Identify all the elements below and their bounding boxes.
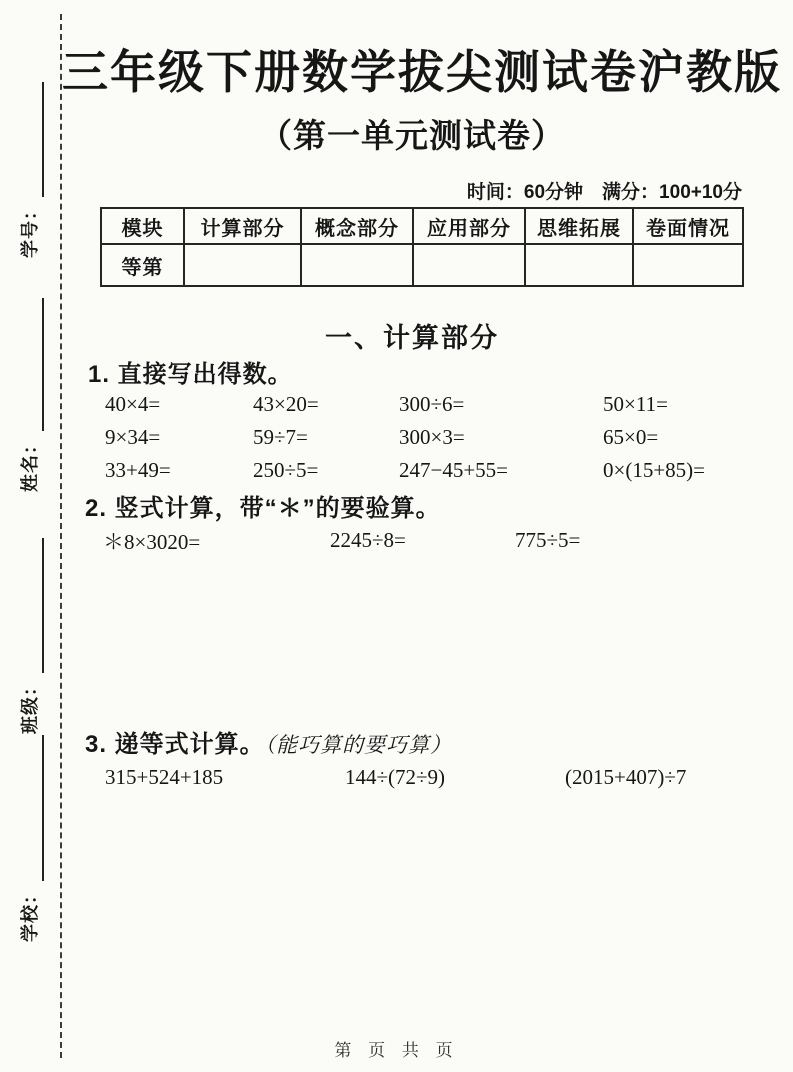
expression: 9×34= [105,425,161,449]
q2-expression-grid [103,524,765,557]
class-blank [14,538,44,673]
score-header-concept: 概念部分 [301,208,413,244]
class-label: 班级： [20,677,40,734]
q1-expression-grid [105,388,765,487]
name-label: 姓名： [20,435,40,492]
score-header-apply: 应用部分 [413,208,525,244]
grade-cell [301,244,413,286]
score-header-thinking: 思维拓展 [525,208,633,244]
expression: 43×20= [253,392,319,416]
section-title-calculation: 一、计算部分 [325,323,499,353]
expression: 40×4= [105,392,161,416]
expression: 0×(15+85)= [603,458,706,482]
grade-cell [413,244,525,286]
grade-row-label: 等第 [101,244,184,286]
q2-heading: 2. 竖式计算，带“＊”的要验算。 [85,495,441,522]
q3-expression-grid [105,760,765,794]
student-field-name [14,298,44,492]
expression: 50×11= [603,392,668,416]
student-field-student-id [14,82,44,258]
expression: 247−45+55= [399,458,509,482]
name-blank [14,298,44,431]
grade-cell [525,244,633,286]
grade-cell [633,244,743,286]
score-header-neatness: 卷面情况 [633,208,743,244]
page-number-footer: 第 页 共 页 [334,1041,459,1060]
expression: 2245÷8= [330,528,406,552]
grade-cell [184,244,301,286]
expression: 250÷5= [253,458,319,482]
seal-dashed-line [60,14,62,1058]
q1-heading: 1. 直接写出得数。 [88,361,293,388]
school-blank [14,735,44,881]
expression: ＊8×3020= [103,529,201,554]
score-header-calc: 计算部分 [184,208,301,244]
q3-heading-note: （能巧算的要巧算） [264,733,453,757]
student-field-class [14,538,44,734]
expression: 59÷7= [253,425,308,449]
score-table-header-row [101,208,743,244]
expression: 300÷6= [399,392,465,416]
expression: 300×3= [399,425,465,449]
page-title: 三年级下册数学拔尖测试卷沪教版 [62,46,782,98]
student-id-blank [14,82,44,197]
student-id-label: 学号： [20,201,40,258]
expression: 775÷5= [515,528,581,552]
expression: 315+524+185 [105,764,224,789]
exam-time-score-info: 时间：60分钟 满分：100+10分 [466,182,742,203]
school-label: 学校： [20,885,40,942]
page-subtitle: （第一单元测试卷） [259,117,565,154]
expression: 33+49= [105,458,171,482]
score-header-module: 模块 [101,208,184,244]
expression: 144÷(72÷9) [345,764,446,789]
student-field-school [14,735,44,942]
q3-heading-text: 3. 递等式计算。 [85,731,265,758]
expression: 65×0= [603,425,659,449]
score-table [100,207,744,287]
q3-heading [85,724,452,759]
expression: (2015+407)÷7 [565,764,687,789]
score-table-grade-row [101,244,743,286]
